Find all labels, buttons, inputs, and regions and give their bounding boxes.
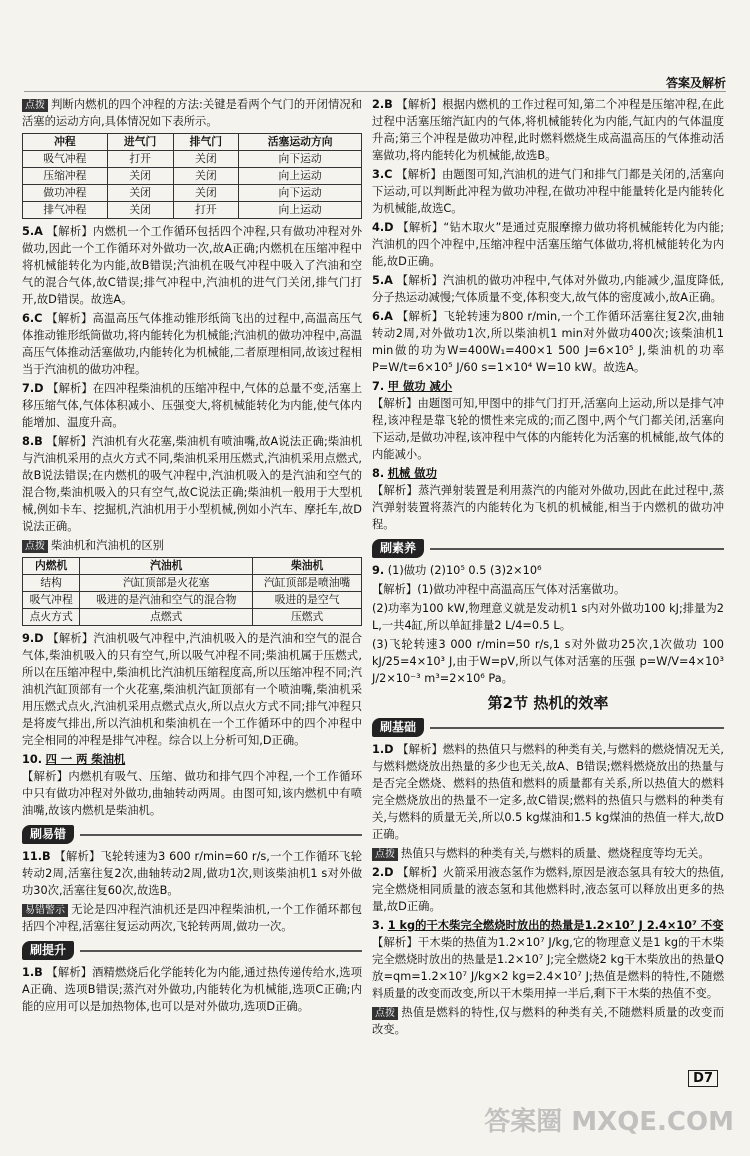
table-cell: 打开 (173, 202, 239, 219)
answer-7: 7.D 【解析】在四冲程柴油机的压缩冲程中,气体的总量不变,活塞上移压缩气体,气体体积减小、压强变大,将机械能转化为内能,使气体内能增加、温度升高。 (22, 382, 362, 429)
table-cell: 打开 (107, 151, 173, 168)
table-cell: 向下运动 (239, 185, 362, 202)
table-header: 活塞运动方向 (239, 134, 362, 151)
table-row (23, 168, 362, 185)
answer-9r-part1: 【解析】(1)做功冲程中高温高压气体对活塞做功。 (372, 583, 626, 596)
table-cell: 关闭 (173, 185, 239, 202)
table-cell: 吸气冲程 (23, 151, 108, 168)
table-row (23, 592, 362, 609)
table-cell: 向上运动 (239, 168, 362, 185)
answer-b3: 3. 1 kg的干木柴完全燃烧时放出的热量是1.2×10⁷ J 2.4×10⁷ 不变 【解析】干木柴的热值为1.2×10⁷ J/kg,它的物理意义是1 kg的干木柴完全燃烧时放出的热量是1.2×10⁷ J;完全燃烧2 kg干木柴放出的热量Q放=qm=1.2×10⁷ J/kg×2 kg=2.4×10⁷ J;热值是燃料的特性,不随燃料质量的改变而改变,所以干木柴用掉一半后,剩下干木柴的热值不变。 (372, 919, 724, 1000)
page-header: 答案及解析 (665, 76, 726, 90)
warning-paragraph: 易错警示 无论是四冲程汽油机还是四冲程柴油机,一个工作循环都包括四个冲程,活塞往复运动两次,飞轮转两周,做功一次。 (22, 903, 362, 933)
answer-9r-part2: (2)功率为100 kW,物理意义就是发动机1 s内对外做功100 kJ;排量为2 L,一共4缸,所以单缸排量2 L/4=0.5 L。 (372, 602, 724, 632)
section-basic: 刷基础 (372, 718, 724, 737)
left-column (22, 96, 362, 1017)
table-cell: 关闭 (173, 168, 239, 185)
table-header: 排气门 (173, 134, 239, 151)
watermark-logo: 答案圈 MXQE.COM (484, 1107, 734, 1137)
answer-11: 11.B 【解析】飞轮转速为3 600 r/min=60 r/s,一个工作循环飞轮转动2周,活塞往复2次,曲轴转动2周,做功1次,则该柴油机1 s对外做功30次,活塞往复60次,故选B。 (22, 850, 363, 897)
table-cell: 点燃式 (80, 609, 253, 626)
table-cell: 吸气冲程 (23, 592, 80, 609)
table-row (23, 575, 362, 592)
table-cell: 汽缸顶部是喷油嘴 (253, 575, 362, 592)
tip-tag: 点拨 (22, 99, 48, 112)
table-cell: 关闭 (107, 185, 173, 202)
answer-b1: 1.D 【解析】燃料的热值只与燃料的种类有关,与燃料的燃烧情况无关,与燃料燃烧放出热量的多少也无关,故A、B错误;燃料燃烧放出的热量与是否完全燃烧、燃料的热值和燃料的质量都有关系,所以热值大的燃料完全燃烧放出的热量不一定多,故C错误;燃料的热值只与燃料的种类有关,与燃料的质量无关,所以0.5 kg煤油和1.5 kg煤油的热值一样大,故D正确。 (372, 743, 725, 841)
answer-9: 9.D 【解析】汽油机吸气冲程中,汽油机吸入的是汽油和空气的混合气体,柴油机吸入的只有空气,所以吸气冲程不同;柴油机属于压燃式,所以在压缩冲程中,柴油机比汽油机压缩程度高,所以压缩冲程不同;汽油机汽缸顶部有一个火花塞,柴油机汽缸顶部有一个喷油嘴,柴油机采用压燃式点火,汽油机采用点燃式点火,所以点火方式不同;排气冲程只是将废气排出,所以汽油机和柴油机在一个工作循环中的四个冲程中完全相同的冲程是排气冲程。综合以上分析可知,D正确。 (22, 632, 362, 747)
section-improve: 刷提升 (22, 941, 362, 960)
table-cell: 做功冲程 (23, 185, 108, 202)
table-cell: 结构 (23, 575, 80, 592)
table-cell: 压缩冲程 (23, 168, 108, 185)
table-cell: 关闭 (173, 151, 239, 168)
answer-9r-part3: (3)飞轮转速3 000 r/min=50 r/s,1 s对外做功25次,1次做功 100 kJ/25=4×10³ J,由于W=pV,所以气体对活塞的压强 p=W/V=4×10³ J/2×10⁻³ m³=2×10⁶ Pa。 (372, 638, 724, 685)
tip-tag: 点拨 (22, 540, 48, 553)
section-literacy: 刷素养 (372, 539, 724, 558)
table-header: 柴油机 (253, 558, 362, 575)
answer-9r: 9. (1)做功 (2)10⁵ 0.5 (3)2×10⁶ (372, 564, 542, 577)
right-column (372, 96, 724, 1040)
table-row (23, 151, 362, 168)
section-easy-mistake: 刷易错 (22, 825, 362, 844)
tip-paragraph: 点拨 判断内燃机的四个冲程的方法:关键是看两个气门的开闭情况和活塞的运动方向,具体情况如下表所示。 (22, 98, 362, 128)
stroke-table (22, 133, 362, 219)
table-header: 内燃机 (23, 558, 80, 575)
table-cell: 关闭 (107, 202, 173, 219)
answer-2: 2.B 【解析】根据内燃机的工作过程可知,第二个冲程是压缩冲程,在此过程中活塞压缩汽缸内的气体,将机械能转化为内能,气缸内的气体温度升高;第三个冲程是做功冲程,此时燃料燃烧生成高温高压的气体推动活塞做功,将内能转化为机械能,故选B。 (372, 98, 725, 162)
table-header-row (23, 134, 362, 151)
table-cell: 向上运动 (239, 202, 362, 219)
table-cell: 关闭 (107, 168, 173, 185)
table-cell: 向下运动 (239, 151, 362, 168)
table-row (23, 185, 362, 202)
page-number: D7 (688, 1070, 718, 1087)
answer-10: 10. 四 一 两 柴油机 【解析】内燃机有吸气、压缩、做功和排气四个冲程,一个工作循环中只有做功冲程对外做功,曲轴转动两周。由图可知,该内燃机中有喷油嘴,故该内燃机是柴油机。 (22, 753, 362, 817)
table-header: 冲程 (23, 134, 108, 151)
tip-tag: 点拨 (372, 848, 398, 861)
table-cell: 排气冲程 (23, 202, 108, 219)
table-cell: 汽缸顶部是火花塞 (80, 575, 253, 592)
table-header-row (23, 558, 362, 575)
answer-1: 1.B 【解析】酒精燃烧后化学能转化为内能,通过热传递传给水,选项A正确、选项B错误;蒸汽对外做功,内能转化为机械能,选项C正确;内能的应用可以是加热物体,也可以是对外做功,选项D正确。 (22, 966, 363, 1013)
header-rule (24, 91, 726, 92)
answer-8r: 8. 机械 做功 【解析】蒸汽弹射装置是利用蒸汽的内能对外做功,因此在此过程中,蒸汽弹射装置将蒸汽的内能转化为飞机的机械能,相当于内燃机的做功冲程。 (372, 467, 724, 531)
table-cell: 点火方式 (23, 609, 80, 626)
table-cell: 吸进的是空气 (253, 592, 362, 609)
table-header: 进气门 (107, 134, 173, 151)
tip-tag: 点拨 (372, 1007, 398, 1020)
answer-3: 3.C 【解析】由题图可知,汽油机的进气门和排气门都是关闭的,活塞向下运动,可以判断此冲程为做功冲程,在做功冲程中能量转化是内能转化为机械能,故选C。 (372, 168, 725, 215)
answer-7r: 7. 甲 做功 减小 【解析】由题图可知,甲图中的排气门打开,活塞向上运动,所以是排气冲程,该冲程是靠飞轮的惯性来完成的;而乙图中,两个气门都关闭,活塞向下运动,是做功冲程,该冲程中气体的内能转化为活塞的机械能,故气体的内能减小。 (372, 380, 724, 461)
table-cell: 压燃式 (253, 609, 362, 626)
table-header: 汽油机 (80, 558, 253, 575)
answer-4: 4.D 【解析】“钻木取火”是通过克服摩擦力做功将机械能转化为内能;汽油机的四个冲程中,压缩冲程中活塞压缩气体做功,将机械能转化为内能,故D正确。 (372, 221, 725, 268)
answer-5r: 5.A 【解析】汽油机的做功冲程中,气体对外做功,内能减少,温度降低,分子热运动减慢;气体质量不变,体积变大,故气体的密度减小,故A正确。 (372, 274, 724, 304)
table-row (23, 609, 362, 626)
tip-paragraph: 点拨 热值只与燃料的种类有关,与燃料的质量、燃烧程度等均无关。 (372, 845, 724, 862)
answer-8: 8.B 【解析】汽油机有火花塞,柴油机有喷油嘴,故A说法正确;柴油机与汽油机采用的点火方式不同,柴油机采用压燃式,汽油机采用点燃式,故B说法错误;在内燃机的吸气冲程中,汽油机吸入的是汽油和空气的混合物,柴油机吸入的只有空气,故C说法正确;柴油机一般用于大型机械,例如卡车、挖掘机,汽油机用于小型机械,例如小汽车、摩托车,故D说法正确。 (22, 435, 363, 533)
answer-b2: 2.D 【解析】火箭采用液态氢作为燃料,原因是液态氢具有较大的热值,完全燃烧相同质量的液态氢和其他燃料时,液态氢可以释放出更多的热量,故D正确。 (372, 866, 725, 913)
table-cell: 吸进的是汽油和空气的混合物 (80, 592, 253, 609)
table-row (23, 202, 362, 219)
warning-tag: 易错警示 (22, 904, 68, 917)
chapter-title: 第2节 热机的效率 (487, 694, 609, 712)
answer-5: 5.A 【解析】内燃机一个工作循环包括四个冲程,只有做功冲程对外做功,因此一个工作循环对外做功一次,故A正确;内燃机在压缩冲程中将机械能转化为内能,故B错误;汽油机在吸气冲程中吸入了汽油和空气的混合气体,故C错误;排气冲程中,汽油机的进气门关闭,排气门打开,故D错误。故选A。 (22, 225, 362, 306)
tip-paragraph: 点拨 柴油机和汽油机的区别 (22, 537, 362, 554)
engine-compare-table (22, 557, 362, 626)
tip-paragraph: 点拨 热值是燃料的特性,仅与燃料的种类有关,不随燃料质量的改变而改变。 (372, 1006, 724, 1036)
answer-6r: 6.A 【解析】飞轮转速为800 r/min,一个工作循环活塞往复2次,曲轴转动2周,对外做功1次,所以柴油机1 min对外做功400次;该柴油机1 min做的功为W=400W₁=400×1 500 J=6×10⁵ J,柴油机的功率P=W/t=6×10⁵ J/60 s=1×10⁴ W=10 kW。故选A。 (372, 310, 724, 374)
answer-6: 6.C 【解析】高温高压气体推动锥形纸筒飞出的过程中,高温高压气体推动锥形纸筒做功,将内能转化为机械能;汽油机的做功冲程中,高温高压气体推动活塞做功,内能转化为机械能,二者原理相同,故该过程相当于汽油机的做功冲程。 (22, 312, 362, 376)
